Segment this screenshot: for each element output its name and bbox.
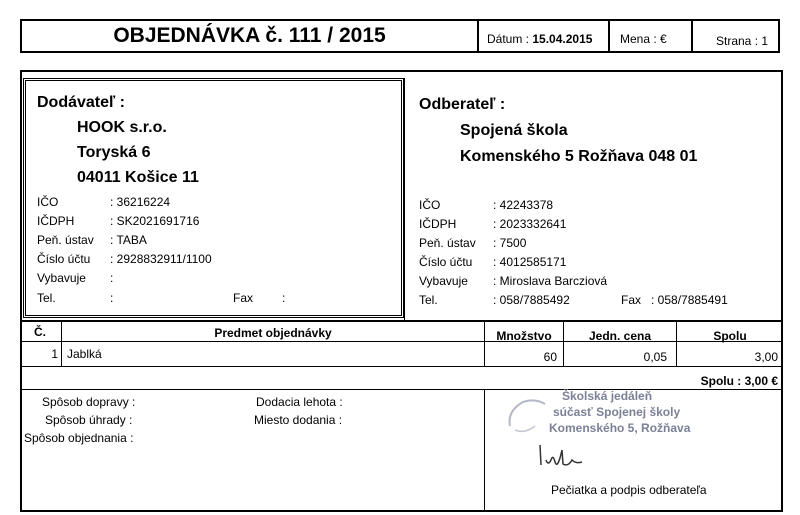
- customer-ico-label: IČO: [419, 198, 441, 212]
- sum-total: Spolu : 3,00 €: [700, 374, 778, 388]
- row-no: 1: [51, 347, 58, 361]
- row-unit-price: 0,05: [643, 350, 667, 364]
- table-sum-line: [20, 389, 783, 390]
- supplier-icdph-value: : SK2021691716: [110, 214, 200, 228]
- col-header-unit-price: Jedn. cena: [588, 329, 652, 343]
- customer-tel-value: : 058/7885492: [493, 293, 570, 307]
- customer-account-value: : 4012585171: [493, 255, 567, 269]
- delivery-place: Miesto dodania :: [254, 413, 343, 427]
- supplier-city: 04011 Košice 11: [77, 169, 199, 186]
- supplier-contact-value: :: [110, 271, 114, 285]
- supplier-icdph-label: IČDPH: [37, 214, 75, 228]
- order-title: OBJEDNÁVKA č. 111 / 2015: [113, 24, 386, 47]
- customer-icdph-label: IČDPH: [419, 217, 457, 231]
- stamp-line-2: súčasť Spojenej školy: [553, 405, 681, 419]
- supplier-tel-value: :: [110, 291, 114, 305]
- delivery-term: Dodacia lehota :: [256, 395, 343, 409]
- table-top-line: [20, 320, 783, 322]
- customer-fax-label: Fax: [621, 293, 642, 307]
- stamp-line-3: Komenského 5, Rožňava: [549, 421, 691, 435]
- signature-caption: Pečiatka a podpis odberateľa: [551, 483, 707, 497]
- customer-bank-label: Peň. ústav: [419, 236, 476, 250]
- stamp-line-1: Školská jedáleň: [562, 389, 653, 403]
- customer-contact-value: : Miroslava Barcziová: [493, 274, 608, 288]
- customer-address: Komenského 5 Rožňava 048 01: [460, 148, 698, 165]
- col-header-item: Predmet objednávky: [214, 326, 332, 340]
- supplier-heading: Dodávateľ :: [37, 94, 125, 111]
- supplier-tel-label: Tel.: [37, 291, 56, 305]
- customer-contact-label: Vybavuje: [419, 274, 468, 288]
- row-qty: 60: [543, 350, 557, 364]
- supplier-fax-value: :: [282, 291, 286, 305]
- divider-vertical: [404, 78, 405, 320]
- customer-name: Spojená škola: [460, 122, 568, 139]
- date-label: Dátum : 15.04.2015: [487, 32, 593, 46]
- supplier-ico-value: : 36216224: [110, 195, 171, 209]
- customer-fax-value: : 058/7885491: [651, 293, 728, 307]
- supplier-ico-label: IČO: [37, 195, 59, 209]
- col-header-qty: Množstvo: [496, 329, 552, 343]
- ordering-method: Spôsob objednania :: [24, 431, 134, 445]
- supplier-account-label: Číslo účtu: [37, 252, 91, 266]
- currency: Mena : €: [620, 32, 667, 46]
- supplier-bank-value: : TABA: [110, 233, 147, 247]
- signature-icon: [536, 440, 588, 470]
- supplier-contact-label: Vybavuje: [37, 271, 86, 285]
- col-header-total: Spolu: [713, 329, 747, 343]
- payment-method: Spôsob úhrady :: [45, 413, 133, 427]
- page-number: Strana : 1: [716, 34, 769, 48]
- supplier-name: HOOK s.r.o.: [77, 119, 167, 136]
- row-total: 3,00: [754, 350, 778, 364]
- customer-bank-value: : 7500: [493, 236, 527, 250]
- row-item: Jablká: [67, 347, 102, 361]
- supplier-fax-label: Fax: [233, 291, 254, 305]
- stamp-seal-icon: [505, 396, 550, 436]
- supplier-street: Toryská 6: [77, 144, 151, 161]
- customer-tel-label: Tel.: [419, 293, 438, 307]
- table-row-line: [20, 366, 783, 367]
- customer-account-label: Číslo účtu: [419, 255, 473, 269]
- supplier-bank-label: Peň. ústav: [37, 233, 94, 247]
- transport-method: Spôsob dopravy :: [42, 395, 136, 409]
- col-header-no: Č.: [34, 325, 46, 339]
- customer-heading: Odberateľ :: [419, 96, 506, 113]
- supplier-account-value: : 2928832911/1100: [110, 252, 212, 266]
- customer-icdph-value: : 2023332641: [493, 217, 567, 231]
- customer-ico-value: : 42243378: [493, 198, 554, 212]
- signature-divider: [484, 390, 485, 510]
